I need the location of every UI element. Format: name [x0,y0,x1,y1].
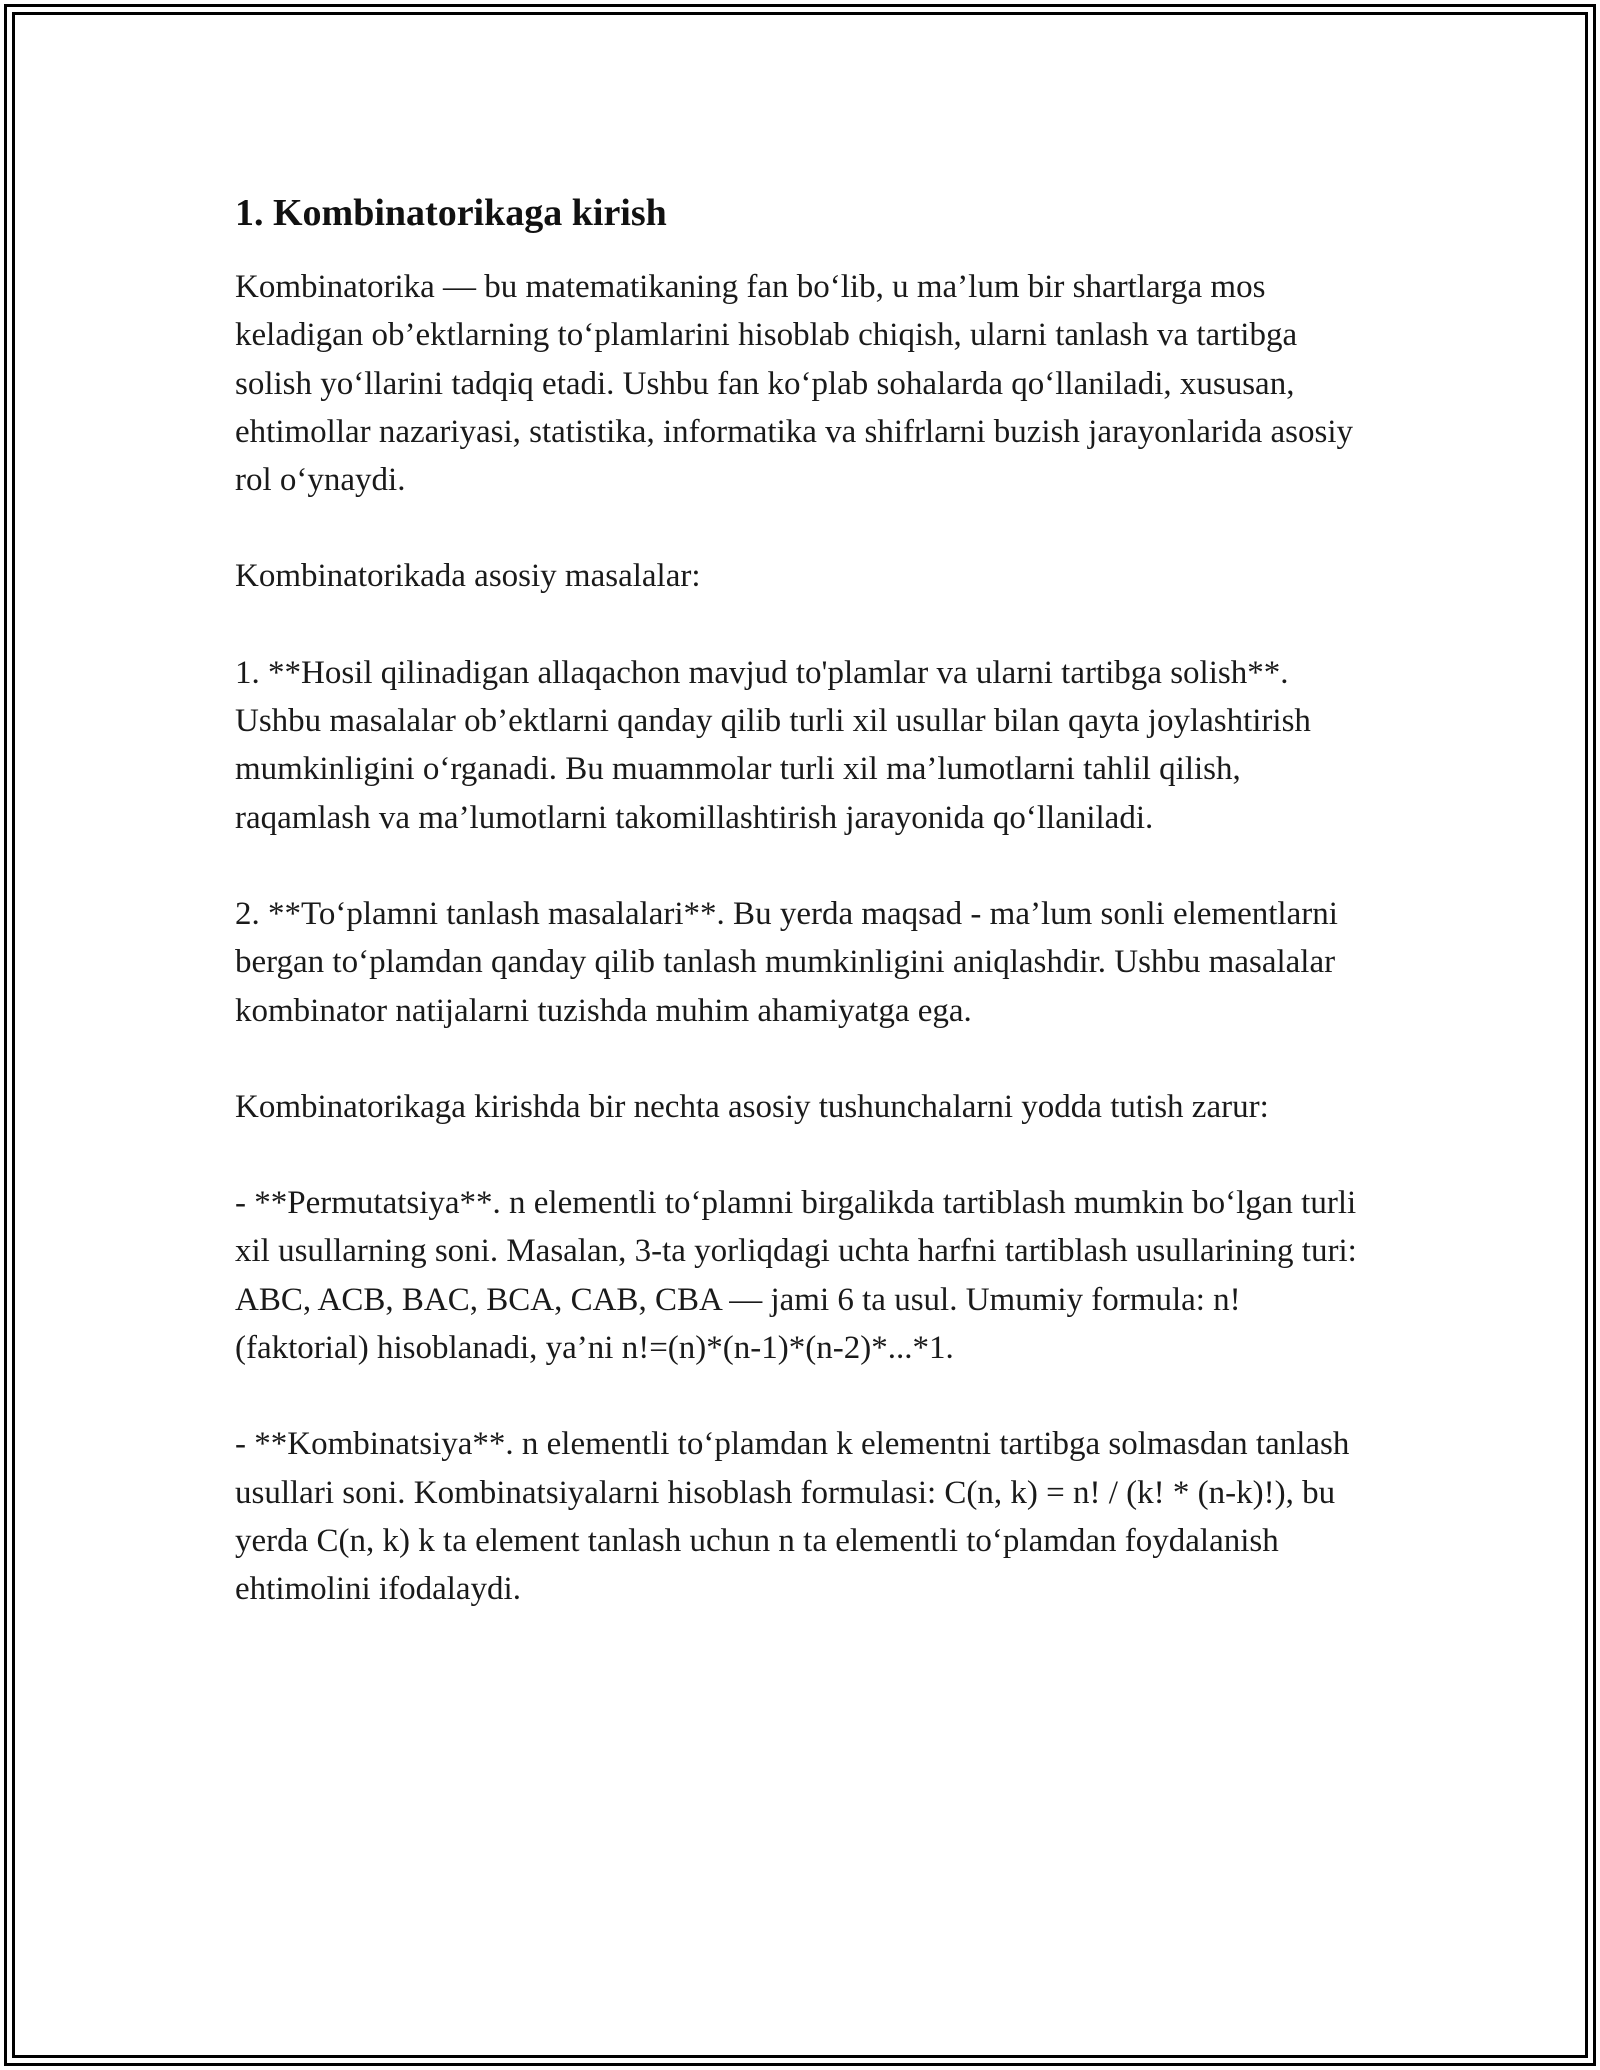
problem-item-2: 2. **To‘plamni tanlash masalalari**. Bu yerda maqsad - ma’lum sonli elementlarni bergan to‘plamdan qanday qilib tanlash mumkinligini aniqlashdir. Ushbu masalalar kombinator natijalarni tuzishda muhim ahamiyatga ega. [235,895,1338,1029]
concept-permutation: - **Permutatsiya**. n elementli to‘plamni birgalikda tartiblash mumkin bo‘lgan turli xil usullarning soni. Masalan, 3-ta yorliqdagi uchta harfni tartiblash usullarining turi: ABC, ACB, BAC, BCA, CAB, CBA — jami 6 ta usul. Umumiy formula: n! (faktorial) hisoblanadi, ya’ni n!=(n)*(n-1)*(n-2)*...*1. [235,1185,1357,1367]
concepts-label: Kombinatorikaga kirishda bir nechta asosiy tushunchalarni yodda tutish zarur: [235,1088,1269,1125]
intro-paragraph: Kombinatorika — bu matematikaning fan bo‘lib, u ma’lum bir shartlarga mos keladigan ob’ektlarning to‘plamlarini hisoblab chiqish, ularni tanlash va tartibga solish yo‘llarini tadqiq etadi. Ushbu fan ko‘plab sohalarda qo‘llaniladi, xususan, ehtimollar nazariyasi, statistika, informatika va shifrlarni buzish jarayonlarida asosiy rol o‘ynaydi. [235,269,1353,499]
section-heading: 1. Kombinatorikaga kirish [235,192,667,234]
main-problems-label: Kombinatorikada asosiy masalalar: [235,558,701,595]
concept-combination: - **Kombinatsiya**. n elementli to‘plamdan k elementni tartibga solmasdan tanlash usullari soni. Kombinatsiyalarni hisoblash formulasi: C(n, k) = n! / (k! * (n-k)!), bu yerda C(n, k) k ta element tanlash uchun n ta elementli to‘plamdan foydalanish ehtimolini ifodalaydi. [235,1426,1350,1608]
problem-item-1: 1. **Hosil qilinadigan allaqachon mavjud to'plamlar va ularni tartibga solish**. Ushbu masalalar ob’ektlarni qanday qilib turli xil usullar bilan qayta joylashtirish mumkinligini o‘rganadi. Bu muammolar turli xil ma’lumotlarni tahlil qilish, raqamlash va ma’lumotlarni takomillashtirish jarayonida qo‘llaniladi. [235,654,1311,836]
document-body [235,185,1370,1662]
